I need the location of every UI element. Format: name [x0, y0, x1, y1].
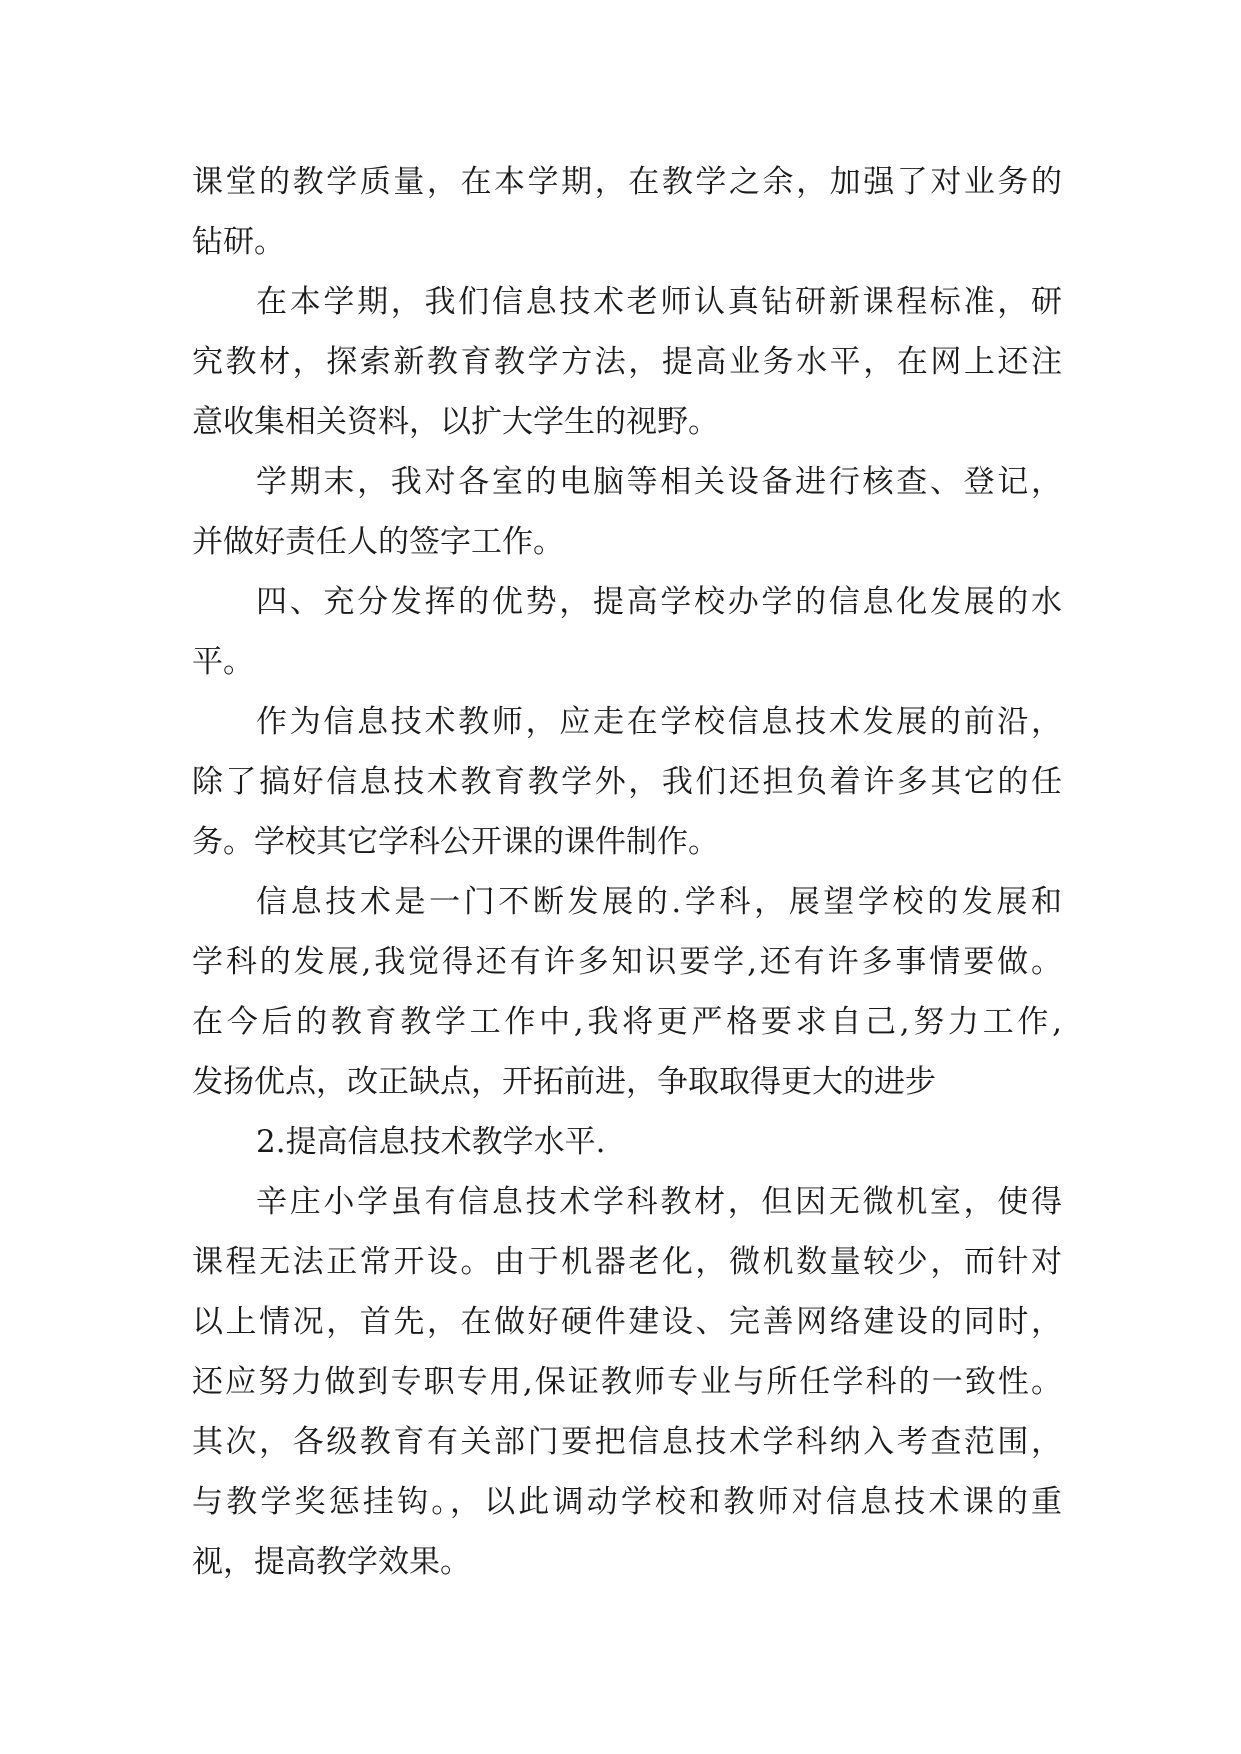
- text-line: 作为信息技术教师，应走在学校信息技术发展的前沿，: [256, 704, 1062, 740]
- text-line: 发扬优点，改正缺点，开拓前进，争取取得更大的进步: [192, 1064, 936, 1100]
- text-line: 除了搞好信息技术教育教学外，我们还担负着许多其它的任: [192, 764, 1062, 800]
- text-line: 还应努力做到专职专用,保证教师专业与所任学科的一致性。: [192, 1364, 1062, 1400]
- text-line: 钻研。: [192, 224, 285, 260]
- text-line: 四、充分发挥的优势，提高学校办学的信息化发展的水: [256, 584, 1062, 620]
- text-line: 信息技术是一门不断发展的.学科，展望学校的发展和: [256, 884, 1062, 920]
- text-line: 辛庄小学虽有信息技术学科教材，但因无微机室，使得: [256, 1184, 1062, 1220]
- text-line: 并做好责任人的签字工作。: [192, 524, 564, 560]
- text-line: 课堂的教学质量，在本学期，在教学之余，加强了对业务的: [192, 164, 1062, 200]
- text-line: 课程无法正常开设。由于机器老化，微机数量较少，而针对: [192, 1244, 1062, 1280]
- text-line: 平。: [192, 644, 254, 680]
- text-line: 2.提高信息技术教学水平.: [256, 1124, 606, 1160]
- text-line: 学期末，我对各室的电脑等相关设备进行核查、登记，: [256, 464, 1062, 500]
- text-line: 与教学奖惩挂钩。，以此调动学校和教师对信息技术课的重: [192, 1484, 1062, 1520]
- document-body: [192, 152, 1062, 1592]
- text-line: 学科的发展,我觉得还有许多知识要学,还有许多事情要做。: [192, 944, 1062, 980]
- text-line: 在今后的教育教学工作中,我将更严格要求自己,努力工作,: [192, 1004, 1062, 1040]
- text-line: 务。学校其它学科公开课的课件制作。: [192, 824, 719, 860]
- text-line: 意收集相关资料，以扩大学生的视野。: [192, 404, 719, 440]
- text-line: 究教材，探索新教育教学方法，提高业务水平，在网上还注: [192, 344, 1062, 380]
- text-line: 以上情况，首先，在做好硬件建设、完善网络建设的同时，: [192, 1304, 1062, 1340]
- text-line: 视，提高教学效果。: [192, 1544, 471, 1580]
- text-line: 在本学期，我们信息技术老师认真钻研新课程标准，研: [256, 284, 1062, 320]
- text-line: 其次，各级教育有关部门要把信息技术学科纳入考查范围，: [192, 1424, 1062, 1460]
